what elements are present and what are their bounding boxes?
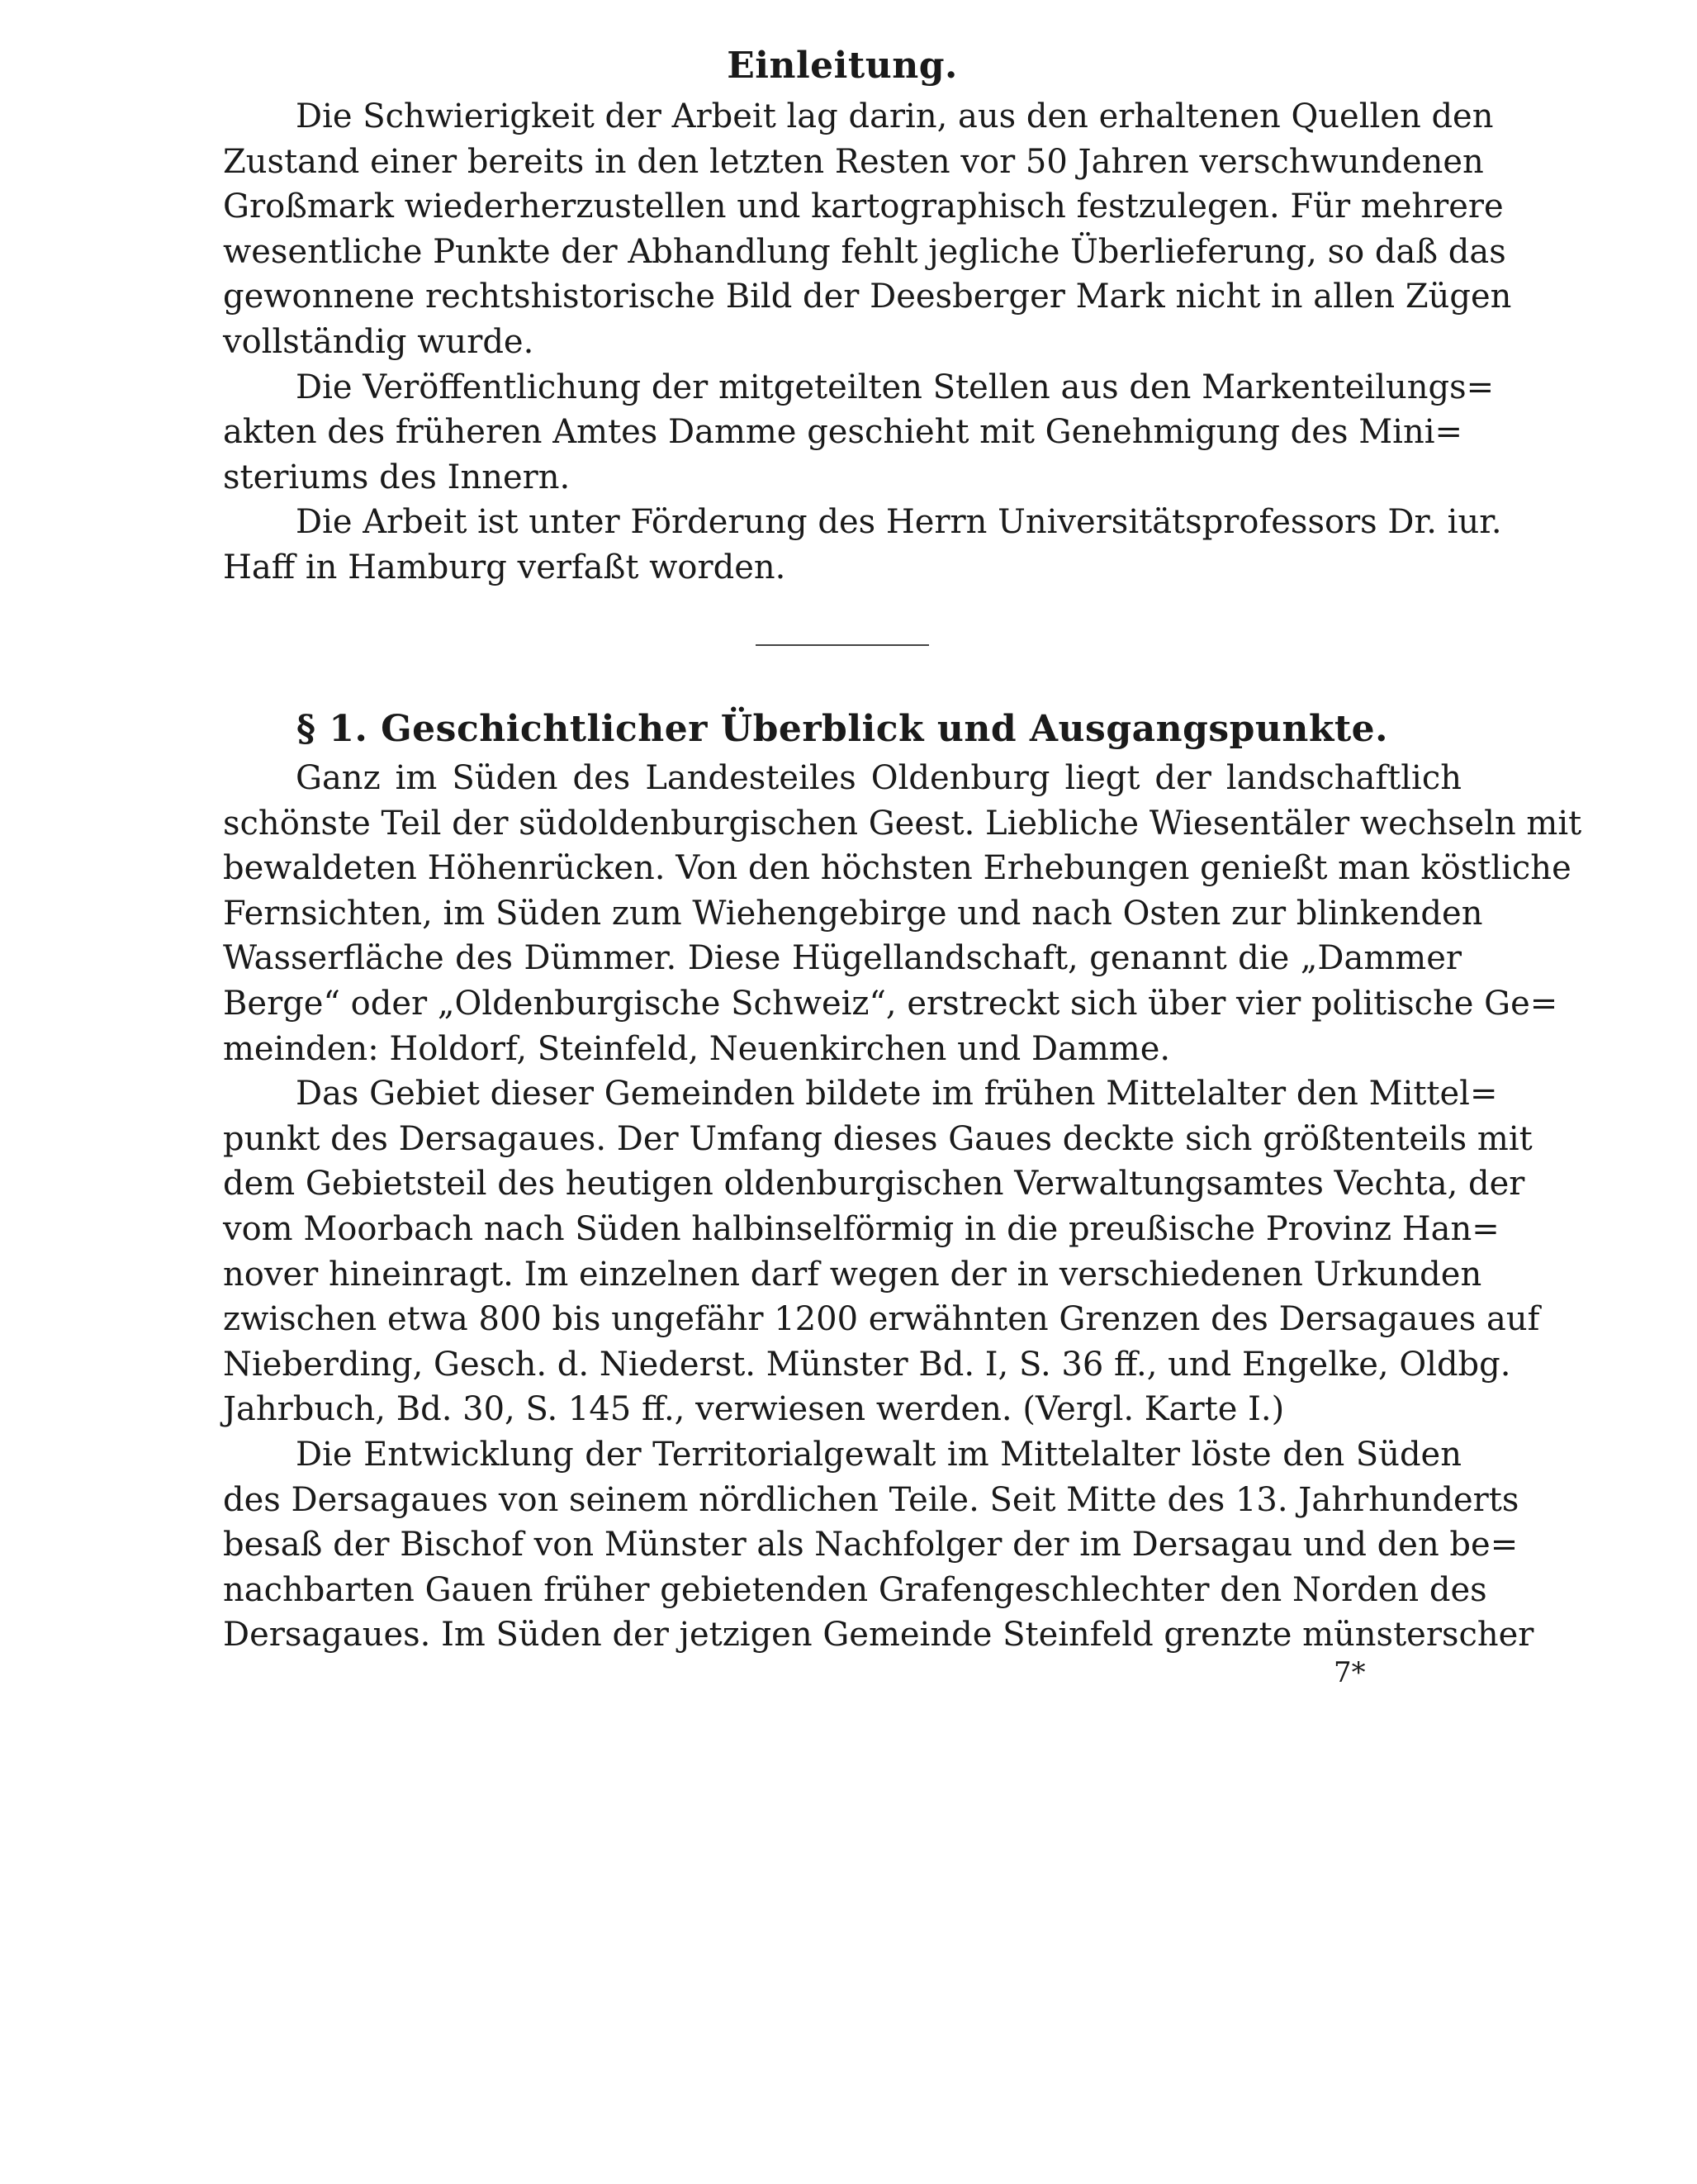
paragraph — [223, 94, 1512, 365]
text-line: Großmark wiederherzustellen und kartographisch festzulegen. Für mehrere — [223, 188, 1504, 226]
paragraph — [223, 500, 1502, 590]
text-line: Dersagaues. Im Süden der jetzigen Gemeinde Steinfeld grenzte münsterscher — [223, 1616, 1534, 1655]
text-line: zwischen etwa 800 bis ungefähr 1200 erwähnten Grenzen des Dersagaues auf — [223, 1300, 1540, 1339]
text-line: besaß der Bischof von Münster als Nachfolger der im Dersagau und den be= — [223, 1526, 1519, 1564]
introduction-section — [223, 43, 1512, 591]
text-line: nachbarten Gauen früher gebietenden Grafengeschlechter den Norden des — [223, 1570, 1487, 1609]
text-line: nover hineinragt. Im einzelnen darf wegen der in verschiedenen Urkunden — [223, 1255, 1482, 1294]
text-line: schönste Teil der südoldenburgischen Geest. Liebliche Wiesentäler wechseln mit — [223, 804, 1582, 843]
paragraph — [223, 756, 1582, 1071]
section-1-heading: § 1. Geschichtlicher Überblick und Ausgangspunkte. — [296, 708, 1388, 750]
text-line: Das Gebiet dieser Gemeinden bildete im frühen Mittelalter den Mittel= — [296, 1075, 1498, 1113]
text-line: Wasserfläche des Dümmer. Diese Hügellandschaft, genannt die „Dammer — [223, 939, 1462, 978]
paragraph — [223, 365, 1495, 501]
page-number: 7* — [1334, 1656, 1366, 1689]
text-line: Ganz im Süden des Landesteiles Oldenburg liegt der landschaftlich — [296, 759, 1462, 797]
text-line: Die Veröffentlichung der mitgeteilten Stellen aus den Markenteilungs= — [296, 368, 1495, 406]
text-line: Die Arbeit ist unter Förderung des Herrn Universitätsprofessors Dr. iur. — [296, 503, 1502, 542]
text-line: wesentliche Punkte der Abhandlung fehlt jegliche Überlieferung, so daß das — [223, 232, 1506, 271]
text-line: punkt des Dersagaues. Der Umfang dieses Gaues deckte sich größtenteils mit — [223, 1119, 1533, 1158]
section-divider — [756, 644, 929, 646]
text-line: Zustand einer bereits in den letzten Resten vor 50 Jahren verschwundenen — [223, 142, 1484, 181]
text-line: vom Moorbach nach Süden halbinselförmig in die preußische Provinz Han= — [223, 1209, 1500, 1248]
text-line: dem Gebietsteil des heutigen oldenburgischen Verwaltungsamtes Vechta, der — [223, 1165, 1525, 1204]
paragraph — [223, 1432, 1534, 1658]
text-line: Berge“ oder „Oldenburgische Schweiz“, erstreckt sich über vier politische Ge= — [223, 984, 1558, 1023]
text-line: Die Schwierigkeit der Arbeit lag darin, aus den erhaltenen Quellen den — [296, 97, 1494, 135]
paragraph — [223, 1071, 1540, 1432]
introduction-heading: Einleitung. — [727, 45, 958, 87]
text-line: bewaldeten Höhenrücken. Von den höchsten Erhebungen genießt man köstliche — [223, 849, 1571, 888]
text-line: akten des früheren Amtes Damme geschieht mit Genehmigung des Mini= — [223, 413, 1463, 452]
text-line: vollständig wurde. — [223, 322, 534, 361]
text-line: des Dersagaues von seinem nördlichen Teile. Seit Mitte des 13. Jahrhunderts — [223, 1480, 1519, 1519]
text-line: gewonnene rechtshistorische Bild der Deesberger Mark nicht in allen Zügen — [223, 278, 1512, 316]
text-line: Haff in Hamburg verfaßt worden. — [223, 548, 786, 586]
text-line: meinden: Holdorf, Steinfeld, Neuenkirchen und Damme. — [223, 1029, 1171, 1068]
section-1 — [223, 706, 1582, 1658]
text-line: Jahrbuch, Bd. 30, S. 145 ff., verwiesen werden. (Vergl. Karte I.) — [223, 1390, 1285, 1429]
text-line: Die Entwicklung der Territorialgewalt im Mittelalter löste den Süden — [296, 1435, 1462, 1474]
text-line: Fernsichten, im Süden zum Wiehengebirge und nach Osten zur blinkenden — [223, 894, 1483, 933]
text-line: Nieberding, Gesch. d. Niederst. Münster Bd. I, S. 36 ff., und Engelke, Oldbg. — [223, 1345, 1511, 1384]
text-line: steriums des Innern. — [223, 458, 571, 496]
